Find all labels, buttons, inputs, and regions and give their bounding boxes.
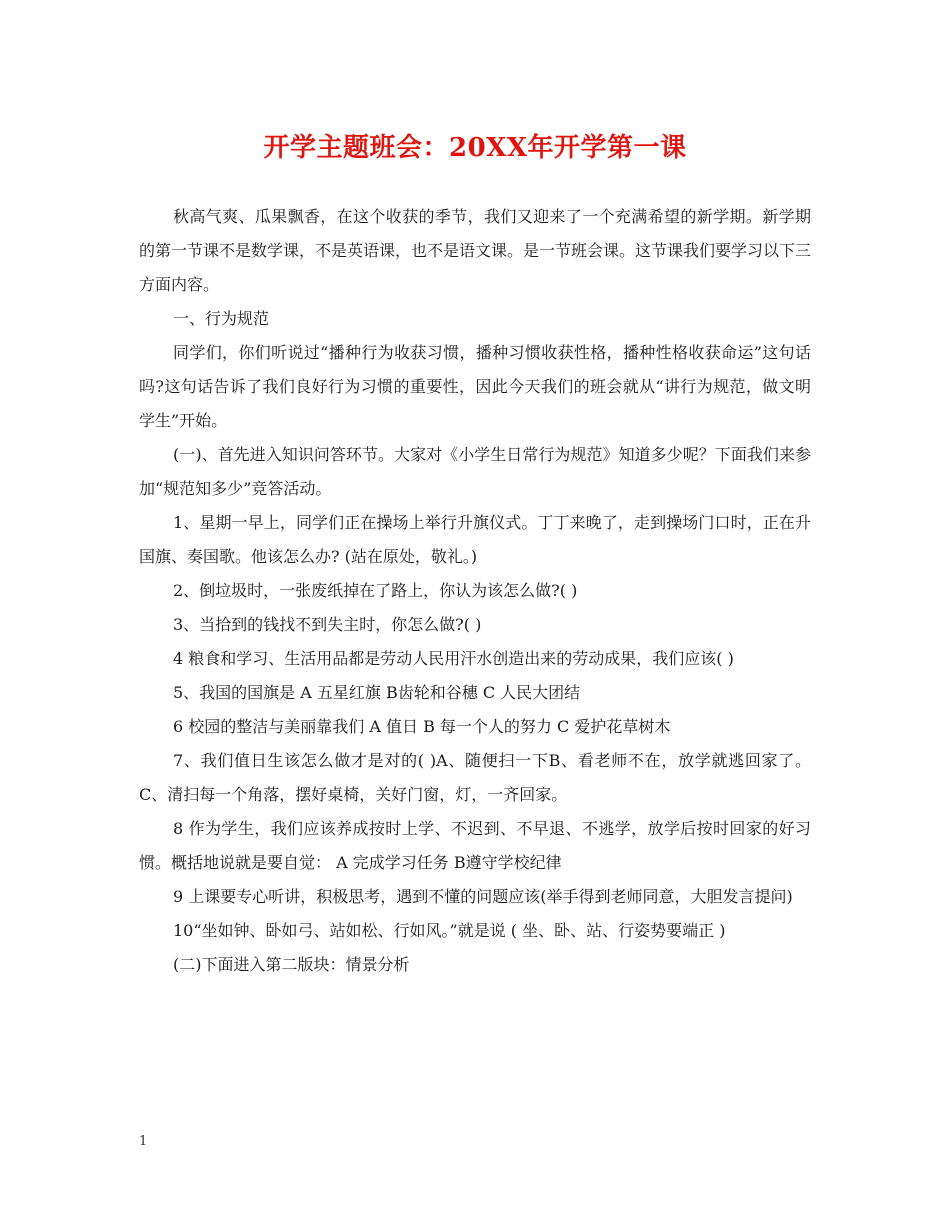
section-heading-scenario: (二)下面进入第二版块：情景分析: [173, 955, 410, 974]
quiz-item-4: 4 粮食和学习、生活用品都是劳动人民用汗水创造出来的劳动成果，我们应该( ): [173, 649, 734, 668]
document-body: [139, 200, 811, 982]
quiz-item-9: 9 上课要专心听讲，积极思考，遇到不懂的问题应该(举手得到老师同意，大胆发言提问): [173, 887, 793, 906]
document-title: 开学主题班会：20XX年开学第一课: [263, 133, 687, 163]
paragraph-behavior-intro: 同学们，你们听说过“播种行为收获习惯，播种习惯收获性格，播种性格收获命运”这句话吗?这句话告诉了我们良好行为习惯的重要性，因此今天我们的班会就从“讲行为规范，做文明学生”开始。: [139, 343, 811, 430]
quiz-item-3: 3、当拾到的钱找不到失主时，你怎么做?( ): [173, 615, 482, 634]
section-heading-behavior: 一、行为规范: [173, 309, 270, 328]
quiz-item-6: 6 校园的整洁与美丽靠我们 A 值日 B 每一个人的努力 C 爱护花草树木: [173, 717, 671, 736]
paragraph-quiz-intro: (一)、首先进入知识问答环节。大家对《小学生日常行为规范》知道多少呢？下面我们来参加“规范知多少”竞答活动。: [139, 445, 811, 498]
quiz-item-1: 1、星期一早上，同学们正在操场上举行升旗仪式。丁丁来晚了，走到操场门口时，正在升国旗、奏国歌。他该怎么办? (站在原处，敬礼。): [139, 513, 811, 566]
quiz-item-5: 5、我国的国旗是 A 五星红旗 B齿轮和谷穗 C 人民大团结: [173, 683, 581, 702]
quiz-item-7: 7、我们值日生该怎么做才是对的( )A、随便扫一下B、看老师不在，放学就逃回家了。C、清扫每一个角落，摆好桌椅，关好门窗，灯，一齐回家。: [139, 751, 811, 804]
paragraph-intro: 秋高气爽、瓜果飘香，在这个收获的季节，我们又迎来了一个充满希望的新学期。新学期的第一节课不是数学课，不是英语课，也不是语文课。是一节班会课。这节课我们要学习以下三方面内容。: [139, 207, 812, 294]
quiz-item-8: 8 作为学生，我们应该养成按时上学、不迟到、不早退、不逃学，放学后按时回家的好习惯。概括地说就是要自觉： A 完成学习任务 B遵守学校纪律: [139, 819, 811, 872]
quiz-item-10: 10“坐如钟、卧如弓、站如松、行如风。”就是说 ( 坐、卧、站、行姿势要端正 ): [173, 921, 726, 940]
quiz-item-2: 2、倒垃圾时，一张废纸掉在了路上，你认为该怎么做?( ): [173, 581, 578, 600]
page-number: 1: [139, 1134, 148, 1149]
